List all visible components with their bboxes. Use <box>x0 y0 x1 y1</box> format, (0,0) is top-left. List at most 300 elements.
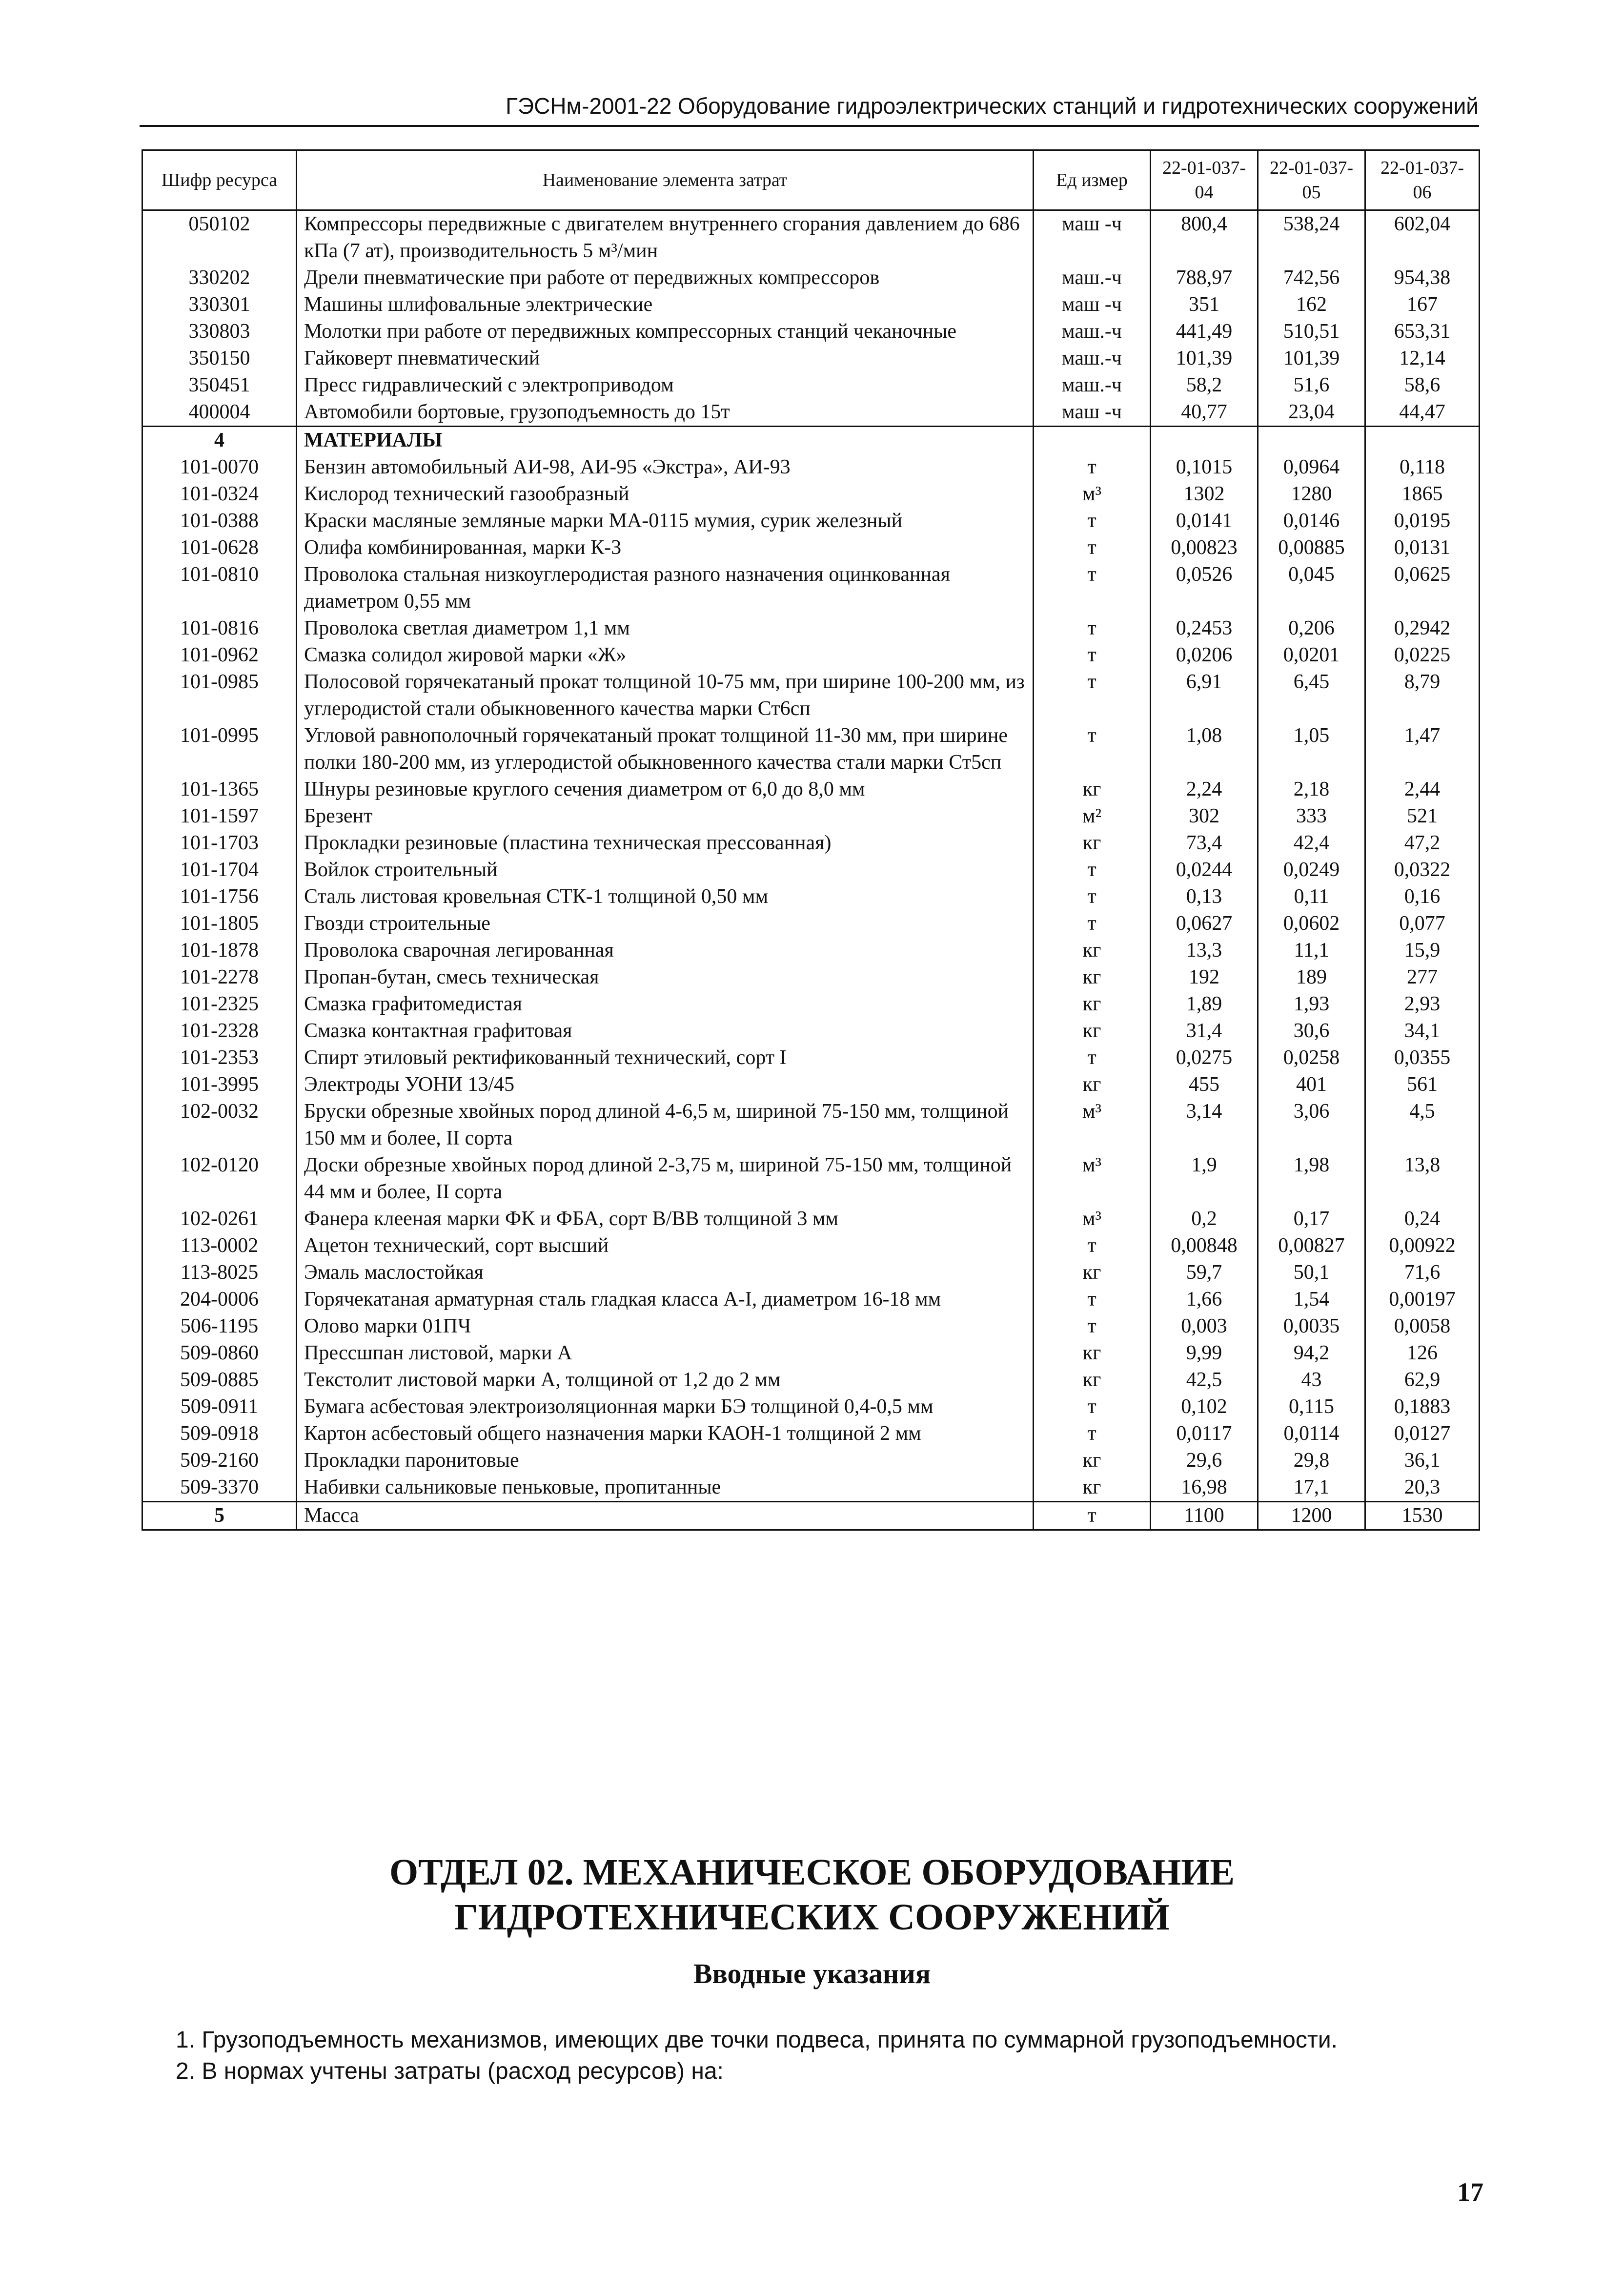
resource-name-cell: Сталь листовая кровельная СТК-1 толщиной 0,50 мм <box>297 883 1034 910</box>
value-037-04-cell: 0,1015 <box>1151 454 1258 481</box>
value-037-06-cell: 0,0127 <box>1365 1420 1480 1447</box>
value-037-06-cell: 954,38 <box>1365 265 1480 291</box>
resource-name-cell: Горячекатаная арматурная сталь гладкая класса А-I, диаметром 16-18 мм <box>297 1286 1034 1313</box>
value-037-05-cell: 401 <box>1258 1071 1365 1098</box>
resource-name-cell: Прокладки резиновые (пластина техническая прессованная) <box>297 830 1034 857</box>
resource-code-cell: 330301 <box>142 291 297 318</box>
resource-name-cell: Компрессоры передвижные с двигателем внутреннего сгорания давлением до 686 кПа (7 ат), производительность 5 м³/мин <box>297 210 1034 265</box>
resource-name-cell: Пресс гидравлический с электроприводом <box>297 372 1034 399</box>
value-037-04-cell: 0,0627 <box>1151 910 1258 937</box>
resource-code-cell: 102-0120 <box>142 1152 297 1206</box>
unit-cell: кг <box>1034 937 1151 964</box>
table-row <box>142 1045 1480 1071</box>
value-037-06-cell: 0,00197 <box>1365 1286 1480 1313</box>
value-037-05-cell: 0,0114 <box>1258 1420 1365 1447</box>
resource-code-cell: 509-0860 <box>142 1340 297 1367</box>
unit-cell: кг <box>1034 1340 1151 1367</box>
resource-code-cell: 101-2353 <box>142 1045 297 1071</box>
column-header-unit: Ед измер <box>1034 150 1151 210</box>
value-037-04-cell: 101,39 <box>1151 345 1258 372</box>
table-row <box>142 964 1480 991</box>
value-037-04-cell: 0,2453 <box>1151 615 1258 642</box>
unit-cell: м³ <box>1034 481 1151 508</box>
unit-cell: т <box>1034 615 1151 642</box>
note-2: 2. В нормах учтены затраты (расход ресурсов) на: <box>176 2058 724 2084</box>
table-row <box>142 1259 1480 1286</box>
resource-code-cell: 350150 <box>142 345 297 372</box>
unit-cell: кг <box>1034 964 1151 991</box>
resource-name-cell: Гайковерт пневматический <box>297 345 1034 372</box>
resource-name-cell: Проволока сварочная легированная <box>297 937 1034 964</box>
table-row <box>142 991 1480 1018</box>
value-037-06-cell: 1530 <box>1365 1502 1480 1530</box>
value-037-05-cell: 29,8 <box>1258 1447 1365 1474</box>
value-037-06-cell: 0,118 <box>1365 454 1480 481</box>
value-037-04-cell: 0,00823 <box>1151 534 1258 561</box>
value-037-05-cell: 94,2 <box>1258 1340 1365 1367</box>
value-037-06-cell: 521 <box>1365 803 1480 830</box>
resource-code-cell: 113-0002 <box>142 1232 297 1259</box>
resource-code-cell: 5 <box>142 1502 297 1530</box>
unit-cell: т <box>1034 669 1151 722</box>
resource-name-cell: Краски масляные земляные марки МА-0115 мумия, сурик железный <box>297 508 1034 534</box>
resource-name-cell: Шнуры резиновые круглого сечения диаметром от 6,0 до 8,0 мм <box>297 776 1034 803</box>
value-037-04-cell: 9,99 <box>1151 1340 1258 1367</box>
resource-code-cell: 330202 <box>142 265 297 291</box>
value-037-06-cell: 36,1 <box>1365 1447 1480 1474</box>
resource-name-cell: Проволока светлая диаметром 1,1 мм <box>297 615 1034 642</box>
resource-code-cell: 101-0388 <box>142 508 297 534</box>
section-title-line-1: ОТДЕЛ 02. МЕХАНИЧЕСКОЕ ОБОРУДОВАНИЕ <box>389 1852 1235 1893</box>
resource-name-cell: Дрели пневматические при работе от передвижных компрессоров <box>297 265 1034 291</box>
table-row <box>142 1286 1480 1313</box>
table-row <box>142 561 1480 615</box>
unit-cell: кг <box>1034 776 1151 803</box>
value-037-06-cell: 0,0355 <box>1365 1045 1480 1071</box>
resource-code-cell: 101-0985 <box>142 669 297 722</box>
value-037-05-cell: 51,6 <box>1258 372 1365 399</box>
value-037-04-cell: 351 <box>1151 291 1258 318</box>
value-037-05-cell: 1280 <box>1258 481 1365 508</box>
resource-name-cell: Угловой равнополочный горячекатаный прокат толщиной 11-30 мм, при ширине полки 180-200 мм, из углеродистой обыкновенного качества стали марки Ст5сп <box>297 722 1034 776</box>
unit-cell: т <box>1034 1045 1151 1071</box>
column-header-037-06: 22-01-037-06 <box>1365 150 1480 210</box>
resource-name-cell: Машины шлифовальные электрические <box>297 291 1034 318</box>
value-037-04-cell: 31,4 <box>1151 1018 1258 1045</box>
table-row <box>142 372 1480 399</box>
value-037-06-cell: 4,5 <box>1365 1098 1480 1152</box>
table-row <box>142 454 1480 481</box>
unit-cell: кг <box>1034 1018 1151 1045</box>
table-row <box>142 910 1480 937</box>
value-037-06-cell: 0,077 <box>1365 910 1480 937</box>
table-row <box>142 1367 1480 1394</box>
value-037-05-cell: 742,56 <box>1258 265 1365 291</box>
value-037-05-cell: 0,0258 <box>1258 1045 1365 1071</box>
table-body <box>142 210 1480 1530</box>
value-037-04-cell: 1,89 <box>1151 991 1258 1018</box>
value-037-04-cell: 1,9 <box>1151 1152 1258 1206</box>
value-037-04-cell: 441,49 <box>1151 318 1258 345</box>
value-037-06-cell <box>1365 427 1480 454</box>
value-037-06-cell: 15,9 <box>1365 937 1480 964</box>
value-037-04-cell: 13,3 <box>1151 937 1258 964</box>
table-row <box>142 534 1480 561</box>
value-037-04-cell: 1,66 <box>1151 1286 1258 1313</box>
value-037-04-cell: 16,98 <box>1151 1474 1258 1502</box>
resource-code-cell: 113-8025 <box>142 1259 297 1286</box>
column-header-name: Наименование элемента затрат <box>297 150 1034 210</box>
column-header-037-04: 22-01-037-04 <box>1151 150 1258 210</box>
resource-code-cell: 350451 <box>142 372 297 399</box>
table-row <box>142 776 1480 803</box>
value-037-04-cell: 29,6 <box>1151 1447 1258 1474</box>
resource-code-cell: 101-0816 <box>142 615 297 642</box>
table-row <box>142 803 1480 830</box>
value-037-05-cell: 101,39 <box>1258 345 1365 372</box>
value-037-05-cell: 538,24 <box>1258 210 1365 265</box>
unit-cell: маш -ч <box>1034 399 1151 427</box>
value-037-05-cell: 0,00885 <box>1258 534 1365 561</box>
value-037-05-cell: 1,54 <box>1258 1286 1365 1313</box>
resource-code-cell: 204-0006 <box>142 1286 297 1313</box>
value-037-04-cell: 73,4 <box>1151 830 1258 857</box>
value-037-06-cell: 602,04 <box>1365 210 1480 265</box>
resource-table <box>142 149 1480 1531</box>
unit-cell: кг <box>1034 991 1151 1018</box>
value-037-04-cell: 1,08 <box>1151 722 1258 776</box>
value-037-06-cell: 20,3 <box>1365 1474 1480 1502</box>
resource-code-cell: 509-2160 <box>142 1447 297 1474</box>
value-037-04-cell: 800,4 <box>1151 210 1258 265</box>
unit-cell: т <box>1034 883 1151 910</box>
section-title-line-2: ГИДРОТЕХНИЧЕСКИХ СООРУЖЕНИЙ <box>454 1897 1170 1938</box>
resource-code-cell: 400004 <box>142 399 297 427</box>
unit-cell: маш.-ч <box>1034 372 1151 399</box>
mass-row <box>142 1502 1480 1530</box>
value-037-04-cell: 0,003 <box>1151 1313 1258 1340</box>
table-row <box>142 669 1480 722</box>
page-number: 17 <box>1457 2177 1483 2207</box>
value-037-04-cell: 0,0526 <box>1151 561 1258 615</box>
value-037-05-cell: 0,17 <box>1258 1206 1365 1232</box>
resource-name-cell: Фанера клееная марки ФК и ФБА, сорт В/ВВ толщиной 3 мм <box>297 1206 1034 1232</box>
table-row <box>142 399 1480 427</box>
value-037-06-cell: 13,8 <box>1365 1152 1480 1206</box>
section-heading-row <box>142 427 1480 454</box>
resource-code-cell: 101-1878 <box>142 937 297 964</box>
resource-code-cell: 101-0810 <box>142 561 297 615</box>
value-037-06-cell: 8,79 <box>1365 669 1480 722</box>
resource-code-cell: 102-0032 <box>142 1098 297 1152</box>
resource-name-cell: Проволока стальная низкоуглеродистая разного назначения оцинкованная диаметром 0,55 мм <box>297 561 1034 615</box>
unit-cell: маш.-ч <box>1034 345 1151 372</box>
resource-name-cell: Электроды УОНИ 13/45 <box>297 1071 1034 1098</box>
unit-cell: т <box>1034 561 1151 615</box>
table-row <box>142 265 1480 291</box>
resource-code-cell: 101-0628 <box>142 534 297 561</box>
resource-name-cell: Прокладки паронитовые <box>297 1447 1034 1474</box>
resource-name-cell: Молотки при работе от передвижных компрессорных станций чеканочные <box>297 318 1034 345</box>
resource-name-cell: Олово марки 01ПЧ <box>297 1313 1034 1340</box>
resource-code-cell: 101-0070 <box>142 454 297 481</box>
value-037-06-cell: 34,1 <box>1365 1018 1480 1045</box>
resource-code-cell: 101-0324 <box>142 481 297 508</box>
table-row <box>142 1340 1480 1367</box>
unit-cell <box>1034 427 1151 454</box>
value-037-05-cell: 42,4 <box>1258 830 1365 857</box>
unit-cell: т <box>1034 1502 1151 1530</box>
value-037-05-cell: 1,93 <box>1258 991 1365 1018</box>
resource-code-cell: 101-2328 <box>142 1018 297 1045</box>
resource-name-cell: Гвозди строительные <box>297 910 1034 937</box>
table-row <box>142 345 1480 372</box>
table-row <box>142 830 1480 857</box>
resource-code-cell: 101-0995 <box>142 722 297 776</box>
table-row <box>142 1206 1480 1232</box>
table-row <box>142 722 1480 776</box>
value-037-04-cell: 192 <box>1151 964 1258 991</box>
resource-name-cell: Смазка солидол жировой марки «Ж» <box>297 642 1034 669</box>
value-037-06-cell: 0,0058 <box>1365 1313 1480 1340</box>
resource-code-cell: 101-2278 <box>142 964 297 991</box>
value-037-05-cell: 0,0146 <box>1258 508 1365 534</box>
section-title <box>0 1850 1624 1940</box>
resource-code-cell: 101-1703 <box>142 830 297 857</box>
value-037-06-cell: 0,0225 <box>1365 642 1480 669</box>
table-row <box>142 1474 1480 1502</box>
unit-cell: т <box>1034 1313 1151 1340</box>
resource-name-cell: Картон асбестовый общего назначения марки КАОН-1 толщиной 2 мм <box>297 1420 1034 1447</box>
value-037-05-cell: 6,45 <box>1258 669 1365 722</box>
resource-name-cell: Кислород технический газообразный <box>297 481 1034 508</box>
value-037-06-cell: 0,2942 <box>1365 615 1480 642</box>
resource-name-cell: Прессшпан листовой, марки А <box>297 1340 1034 1367</box>
value-037-05-cell: 50,1 <box>1258 1259 1365 1286</box>
unit-cell: м³ <box>1034 1152 1151 1206</box>
value-037-06-cell: 62,9 <box>1365 1367 1480 1394</box>
value-037-06-cell: 12,14 <box>1365 345 1480 372</box>
resource-code-cell: 101-0962 <box>142 642 297 669</box>
value-037-04-cell: 302 <box>1151 803 1258 830</box>
value-037-05-cell: 510,51 <box>1258 318 1365 345</box>
resource-name-cell: Масса <box>297 1502 1034 1530</box>
resource-name-cell: Войлок строительный <box>297 857 1034 883</box>
unit-cell: т <box>1034 534 1151 561</box>
value-037-04-cell: 788,97 <box>1151 265 1258 291</box>
value-037-04-cell: 0,0244 <box>1151 857 1258 883</box>
value-037-04-cell: 1302 <box>1151 481 1258 508</box>
value-037-05-cell: 0,0201 <box>1258 642 1365 669</box>
value-037-06-cell: 653,31 <box>1365 318 1480 345</box>
value-037-05-cell: 0,115 <box>1258 1394 1365 1420</box>
unit-cell: т <box>1034 642 1151 669</box>
value-037-06-cell: 0,00922 <box>1365 1232 1480 1259</box>
resource-code-cell: 101-1756 <box>142 883 297 910</box>
running-header: ГЭСНм-2001-22 Оборудование гидроэлектрических станций и гидротехнических сооружений <box>506 93 1479 119</box>
resource-code-cell: 509-3370 <box>142 1474 297 1502</box>
value-037-04-cell: 0,0206 <box>1151 642 1258 669</box>
value-037-04-cell: 0,102 <box>1151 1394 1258 1420</box>
value-037-04-cell: 42,5 <box>1151 1367 1258 1394</box>
value-037-05-cell: 162 <box>1258 291 1365 318</box>
value-037-05-cell: 0,206 <box>1258 615 1365 642</box>
value-037-04-cell: 0,0275 <box>1151 1045 1258 1071</box>
table-row <box>142 1232 1480 1259</box>
unit-cell: т <box>1034 1232 1151 1259</box>
unit-cell: кг <box>1034 1447 1151 1474</box>
value-037-06-cell: 0,24 <box>1365 1206 1480 1232</box>
section-subtitle: Вводные указания <box>693 1958 931 1989</box>
value-037-04-cell: 1100 <box>1151 1502 1258 1530</box>
value-037-06-cell: 0,0195 <box>1365 508 1480 534</box>
value-037-04-cell: 59,7 <box>1151 1259 1258 1286</box>
column-header-037-05: 22-01-037-05 <box>1258 150 1365 210</box>
unit-cell: м³ <box>1034 1098 1151 1152</box>
value-037-05-cell: 0,0035 <box>1258 1313 1365 1340</box>
table-row <box>142 1394 1480 1420</box>
value-037-05-cell: 0,0964 <box>1258 454 1365 481</box>
value-037-05-cell: 333 <box>1258 803 1365 830</box>
value-037-05-cell: 1200 <box>1258 1502 1365 1530</box>
value-037-04-cell: 0,13 <box>1151 883 1258 910</box>
resource-name-cell: Смазка графитомедистая <box>297 991 1034 1018</box>
resource-code-cell: 050102 <box>142 210 297 265</box>
value-037-04-cell: 58,2 <box>1151 372 1258 399</box>
table-row <box>142 883 1480 910</box>
resource-name-cell: Спирт этиловый ректификованный технический, сорт I <box>297 1045 1034 1071</box>
table-row <box>142 318 1480 345</box>
unit-cell: кг <box>1034 1474 1151 1502</box>
resource-code-cell: 101-1365 <box>142 776 297 803</box>
value-037-05-cell: 189 <box>1258 964 1365 991</box>
value-037-06-cell: 2,44 <box>1365 776 1480 803</box>
resource-name-cell: Текстолит листовой марки А, толщиной от 1,2 до 2 мм <box>297 1367 1034 1394</box>
value-037-06-cell: 167 <box>1365 291 1480 318</box>
note-1: 1. Грузоподъемность механизмов, имеющих две точки подвеса, принята по суммарной грузоподъемности. <box>176 2027 1338 2053</box>
value-037-04-cell: 455 <box>1151 1071 1258 1098</box>
unit-cell: маш -ч <box>1034 291 1151 318</box>
value-037-04-cell: 0,00848 <box>1151 1232 1258 1259</box>
table-header-row <box>142 150 1480 210</box>
value-037-06-cell: 0,1883 <box>1365 1394 1480 1420</box>
unit-cell: т <box>1034 722 1151 776</box>
unit-cell: м³ <box>1034 1206 1151 1232</box>
unit-cell: кг <box>1034 1367 1151 1394</box>
resource-code-cell: 101-2325 <box>142 991 297 1018</box>
value-037-04-cell: 40,77 <box>1151 399 1258 427</box>
resource-name-cell: Бруски обрезные хвойных пород длиной 4-6,5 м, шириной 75-150 мм, толщиной 150 мм и более, II сорта <box>297 1098 1034 1152</box>
resource-code-cell: 330803 <box>142 318 297 345</box>
table-row <box>142 857 1480 883</box>
unit-cell: маш.-ч <box>1034 265 1151 291</box>
unit-cell: т <box>1034 1420 1151 1447</box>
value-037-05-cell: 3,06 <box>1258 1098 1365 1152</box>
resource-code-cell: 506-1195 <box>142 1313 297 1340</box>
resource-code-cell: 101-3995 <box>142 1071 297 1098</box>
resource-name-cell: Брезент <box>297 803 1034 830</box>
value-037-06-cell: 47,2 <box>1365 830 1480 857</box>
unit-cell: кг <box>1034 830 1151 857</box>
resource-name-cell: МАТЕРИАЛЫ <box>297 427 1034 454</box>
resource-code-cell: 102-0261 <box>142 1206 297 1232</box>
table-row <box>142 642 1480 669</box>
table-row <box>142 1447 1480 1474</box>
table-row <box>142 481 1480 508</box>
unit-cell: т <box>1034 1286 1151 1313</box>
value-037-06-cell: 71,6 <box>1365 1259 1480 1286</box>
resource-name-cell: Бензин автомобильный АИ-98, АИ-95 «Экстра», АИ-93 <box>297 454 1034 481</box>
unit-cell: кг <box>1034 1259 1151 1286</box>
unit-cell: т <box>1034 454 1151 481</box>
value-037-06-cell: 0,16 <box>1365 883 1480 910</box>
table-row <box>142 1018 1480 1045</box>
unit-cell: маш -ч <box>1034 210 1151 265</box>
resource-code-cell: 509-0911 <box>142 1394 297 1420</box>
value-037-05-cell <box>1258 427 1365 454</box>
resource-name-cell: Ацетон технический, сорт высший <box>297 1232 1034 1259</box>
value-037-05-cell: 30,6 <box>1258 1018 1365 1045</box>
table-row <box>142 291 1480 318</box>
value-037-06-cell: 58,6 <box>1365 372 1480 399</box>
value-037-05-cell: 1,05 <box>1258 722 1365 776</box>
value-037-06-cell: 0,0322 <box>1365 857 1480 883</box>
resource-code-cell: 101-1805 <box>142 910 297 937</box>
value-037-06-cell: 126 <box>1365 1340 1480 1367</box>
value-037-06-cell: 0,0625 <box>1365 561 1480 615</box>
column-header-code: Шифр ресурса <box>142 150 297 210</box>
value-037-06-cell: 277 <box>1365 964 1480 991</box>
table-row <box>142 937 1480 964</box>
value-037-05-cell: 11,1 <box>1258 937 1365 964</box>
table-row <box>142 210 1480 265</box>
value-037-05-cell: 1,98 <box>1258 1152 1365 1206</box>
value-037-04-cell: 0,0117 <box>1151 1420 1258 1447</box>
resource-code-cell: 101-1597 <box>142 803 297 830</box>
table-row <box>142 615 1480 642</box>
unit-cell: т <box>1034 910 1151 937</box>
resource-code-cell: 4 <box>142 427 297 454</box>
value-037-05-cell: 0,045 <box>1258 561 1365 615</box>
table-row <box>142 1313 1480 1340</box>
unit-cell: т <box>1034 857 1151 883</box>
value-037-05-cell: 23,04 <box>1258 399 1365 427</box>
resource-name-cell: Смазка контактная графитовая <box>297 1018 1034 1045</box>
resource-name-cell: Бумага асбестовая электроизоляционная марки БЭ толщиной 0,4-0,5 мм <box>297 1394 1034 1420</box>
value-037-05-cell: 2,18 <box>1258 776 1365 803</box>
value-037-04-cell: 2,24 <box>1151 776 1258 803</box>
value-037-05-cell: 0,0249 <box>1258 857 1365 883</box>
resource-name-cell: Олифа комбинированная, марки К-3 <box>297 534 1034 561</box>
value-037-06-cell: 44,47 <box>1365 399 1480 427</box>
value-037-05-cell: 0,11 <box>1258 883 1365 910</box>
value-037-06-cell: 1865 <box>1365 481 1480 508</box>
unit-cell: т <box>1034 508 1151 534</box>
value-037-04-cell: 3,14 <box>1151 1098 1258 1152</box>
resource-name-cell: Эмаль маслостойкая <box>297 1259 1034 1286</box>
unit-cell: кг <box>1034 1071 1151 1098</box>
resource-code-cell: 509-0918 <box>142 1420 297 1447</box>
resource-name-cell: Пропан-бутан, смесь техническая <box>297 964 1034 991</box>
value-037-04-cell: 6,91 <box>1151 669 1258 722</box>
table-row <box>142 508 1480 534</box>
table-row <box>142 1152 1480 1206</box>
resource-code-cell: 509-0885 <box>142 1367 297 1394</box>
resource-name-cell: Полосовой горячекатаный прокат толщиной 10-75 мм, при ширине 100-200 мм, из углеродистой стали обыкновенного качества марки Ст6сп <box>297 669 1034 722</box>
value-037-06-cell: 0,0131 <box>1365 534 1480 561</box>
unit-cell: т <box>1034 1394 1151 1420</box>
unit-cell: маш.-ч <box>1034 318 1151 345</box>
